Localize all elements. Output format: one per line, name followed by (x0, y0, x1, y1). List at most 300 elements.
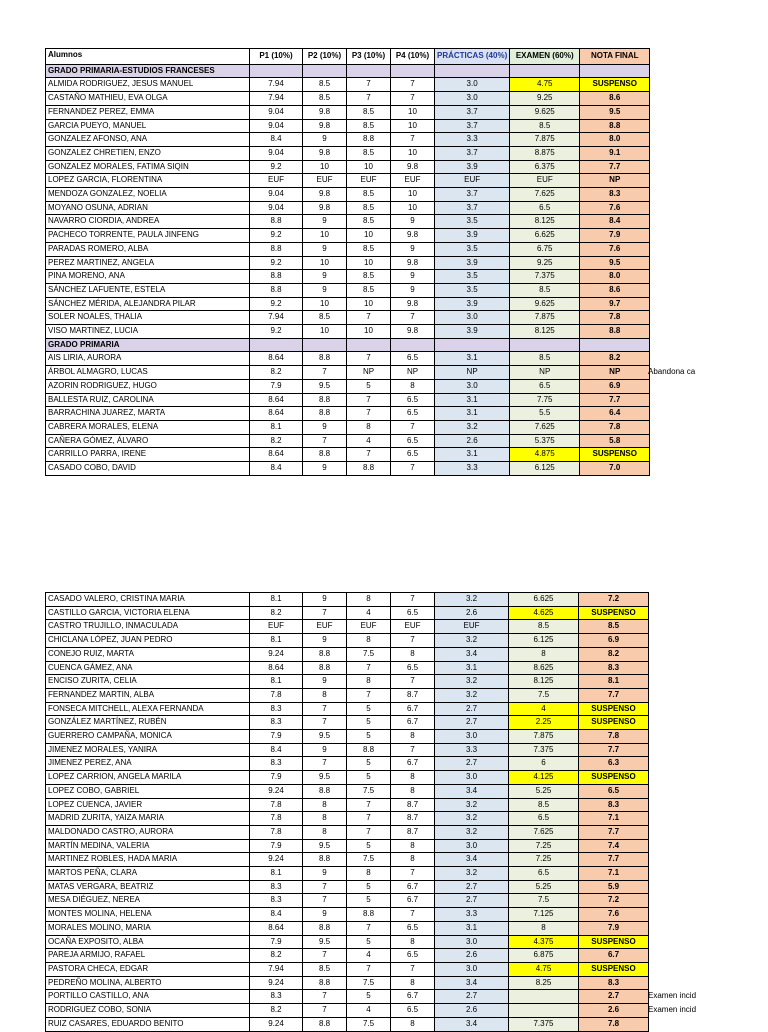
grade-exam: 7.5 (509, 894, 579, 908)
grade-p2: 9 (303, 215, 347, 229)
grade-exam: 6.5 (509, 867, 579, 881)
grade-nota: 8.3 (579, 661, 649, 675)
grade-exam: 9.625 (510, 105, 580, 119)
student-name: MORALES MOLINO, MARIA (46, 921, 250, 935)
grade-exam: 9.25 (510, 256, 580, 270)
grade-prac: 2.7 (435, 894, 509, 908)
grade-prac: 3.4 (435, 1017, 509, 1031)
header-examen: EXAMEN (60%) (510, 49, 580, 65)
grade-p4: 7 (391, 962, 435, 976)
grade-nota: 6.9 (579, 634, 649, 648)
student-row (46, 379, 650, 393)
grade-exam: 7.875 (510, 133, 580, 147)
grade-p4: 10 (391, 105, 435, 119)
grade-exam: 5.25 (509, 784, 579, 798)
student-row (46, 976, 649, 990)
grade-exam: 6.625 (509, 593, 579, 607)
grades-table-1 (45, 48, 650, 476)
grade-p1: 8.4 (250, 908, 303, 922)
grade-p3: 8.5 (347, 270, 391, 284)
student-name: SÁNCHEZ LAFUENTE, ESTELA (46, 283, 250, 297)
student-row (46, 188, 650, 202)
student-name: PARADAS ROMERO, ALBA (46, 242, 250, 256)
grade-p3: NP (347, 366, 391, 380)
header-p3: P3 (10%) (347, 49, 391, 65)
grade-p4: 8 (391, 771, 435, 785)
grade-p4: 8 (391, 839, 435, 853)
student-row (46, 105, 650, 119)
section-row (46, 338, 650, 352)
grade-p3: 5 (347, 702, 391, 716)
grade-p4: 8 (391, 784, 435, 798)
student-row (46, 1017, 649, 1031)
grade-p1: 8.1 (250, 634, 303, 648)
grade-p2: 9 (303, 675, 347, 689)
grade-p2: 7 (303, 716, 347, 730)
grade-prac: 3.5 (435, 215, 510, 229)
section-cell (435, 64, 510, 78)
grade-p3: 5 (347, 757, 391, 771)
student-row (46, 256, 650, 270)
grade-p2: 9.8 (303, 119, 347, 133)
grade-p2: 7 (303, 702, 347, 716)
student-row (46, 407, 650, 421)
grade-p2: 7 (303, 990, 347, 1004)
student-row (46, 420, 650, 434)
grade-nota: 7.7 (579, 825, 649, 839)
grade-p1: 9.24 (250, 853, 303, 867)
grade-p1: 7.9 (250, 730, 303, 744)
grade-prac: 3.0 (435, 311, 510, 325)
student-name: FERNANDEZ PEREZ, EMMA (46, 105, 250, 119)
grade-nota: 7.6 (580, 242, 650, 256)
student-row (46, 647, 649, 661)
grade-p3: 7 (347, 407, 391, 421)
grade-nota: SUSPENSO (579, 702, 649, 716)
grade-p2: 8.8 (303, 921, 347, 935)
grade-exam: 4.875 (510, 448, 580, 462)
grade-p4: 6.5 (391, 407, 435, 421)
section-cell (303, 338, 347, 352)
grade-p4: 7 (391, 420, 435, 434)
section-row (46, 64, 650, 78)
grade-p3: 7.5 (347, 647, 391, 661)
grade-nota: 8.6 (580, 283, 650, 297)
grade-prac: 3.9 (435, 229, 510, 243)
grade-nota: 8.0 (580, 270, 650, 284)
grade-nota: 5.9 (579, 880, 649, 894)
grade-p1: 7.9 (250, 771, 303, 785)
grade-p3: 7 (347, 78, 391, 92)
student-row (46, 812, 649, 826)
student-row (46, 990, 649, 1004)
grade-p2: 8.8 (303, 647, 347, 661)
student-name: MARTÍN MEDINA, VALERIA (46, 839, 250, 853)
grade-p1: 9.24 (250, 976, 303, 990)
grade-p3: 8.5 (347, 105, 391, 119)
grade-nota: 9.7 (580, 297, 650, 311)
grade-exam: 8.125 (509, 675, 579, 689)
grade-exam: 7.875 (509, 730, 579, 744)
grade-p2: 7 (303, 1004, 347, 1018)
grade-p2: 9.5 (303, 379, 347, 393)
grade-exam: 8.5 (509, 620, 579, 634)
grade-p4: 6.7 (391, 880, 435, 894)
grade-p4: 6.5 (391, 949, 435, 963)
grade-p4: 10 (391, 201, 435, 215)
row-note: Examen incid (648, 990, 697, 1000)
student-name: PACHECO TORRENTE, PAULA JINFENG (46, 229, 250, 243)
grade-prac: 3.0 (435, 935, 509, 949)
student-name: MESA DIÉGUEZ, NEREA (46, 894, 250, 908)
grade-prac: 2.6 (435, 434, 510, 448)
grade-nota: 7.1 (579, 812, 649, 826)
grade-exam: 6.5 (510, 379, 580, 393)
grade-nota: 2.6 (579, 1004, 649, 1018)
grade-p2: 10 (303, 256, 347, 270)
grade-prac: 3.0 (435, 839, 509, 853)
grade-nota: 8.2 (579, 647, 649, 661)
grade-p4: 6.7 (391, 716, 435, 730)
grade-prac: 3.5 (435, 283, 510, 297)
grade-p3: 10 (347, 325, 391, 339)
grade-exam: 8.5 (510, 283, 580, 297)
grade-exam: 6.75 (510, 242, 580, 256)
grade-p1: 8.8 (250, 270, 303, 284)
grade-p2: 8.8 (303, 393, 347, 407)
student-name: VISO MARTINEZ, LUCIA (46, 325, 250, 339)
grade-prac: 3.3 (435, 462, 510, 476)
grade-p3: 7 (347, 92, 391, 106)
grade-p3: 5 (347, 379, 391, 393)
grade-p3: 8 (347, 420, 391, 434)
grade-p3: 4 (347, 1004, 391, 1018)
student-name: MATAS VERGARA, BEATRIZ (46, 880, 250, 894)
grade-exam: 8 (509, 921, 579, 935)
grade-p4: 7 (391, 675, 435, 689)
grade-p3: 8 (347, 593, 391, 607)
grade-nota: 7.9 (579, 921, 649, 935)
grade-p2: 9.5 (303, 771, 347, 785)
grade-p3: 7 (347, 962, 391, 976)
grade-p2: 9.8 (303, 105, 347, 119)
student-name: NAVARRO CIORDIA, ANDREA (46, 215, 250, 229)
grade-p1: 8.1 (250, 420, 303, 434)
grade-prac: 3.7 (435, 188, 510, 202)
student-name: PINA MORENO, ANA (46, 270, 250, 284)
grade-p1: 9.2 (250, 256, 303, 270)
grade-exam: 7.375 (509, 1017, 579, 1031)
grade-p2: 9 (303, 283, 347, 297)
student-row (46, 962, 649, 976)
grade-nota: 8.8 (580, 325, 650, 339)
grade-p1: 7.9 (250, 839, 303, 853)
student-row (46, 825, 649, 839)
grade-p1: 8.4 (250, 462, 303, 476)
grade-p1: EUF (250, 620, 303, 634)
student-row (46, 894, 649, 908)
student-name: FONSECA MITCHELL, ALEXA FERNANDA (46, 702, 250, 716)
student-name: MOYANO OSUNA, ADRIAN (46, 201, 250, 215)
header-p1: P1 (10%) (250, 49, 303, 65)
grade-p2: 8 (303, 812, 347, 826)
grade-p4: 9.8 (391, 229, 435, 243)
grade-p4: 7 (391, 867, 435, 881)
grade-p3: EUF (347, 620, 391, 634)
student-row (46, 921, 649, 935)
student-row (46, 688, 649, 702)
grade-p2: 9.8 (303, 188, 347, 202)
student-name: MALDONADO CASTRO, AURORA (46, 825, 250, 839)
grade-p2: 8.5 (303, 78, 347, 92)
grade-exam: 8 (509, 647, 579, 661)
student-name: CASTAÑO MATHIEU, EVA OLGA (46, 92, 250, 106)
grade-p1: 9.04 (250, 201, 303, 215)
grade-p2: 8 (303, 825, 347, 839)
grade-prac: 3.2 (435, 688, 509, 702)
grade-prac: 3.0 (435, 730, 509, 744)
grade-exam: 4.625 (509, 606, 579, 620)
grade-p4: 8.7 (391, 798, 435, 812)
student-name: MADRID ZURITA, YAIZA MARIA (46, 812, 250, 826)
grade-nota: 9.5 (580, 105, 650, 119)
student-name: LOPEZ CARRION, ANGELA MARILA (46, 771, 250, 785)
grade-p2: 9 (303, 462, 347, 476)
grade-p1: 7.8 (250, 798, 303, 812)
student-row (46, 283, 650, 297)
grade-nota: SUSPENSO (580, 448, 650, 462)
grade-prac: 3.0 (435, 962, 509, 976)
grade-prac: 3.3 (435, 908, 509, 922)
grade-p2: 8.8 (303, 976, 347, 990)
student-name: CARRILLO PARRA, IRENE (46, 448, 250, 462)
grade-p4: 7 (391, 133, 435, 147)
grade-p4: 8 (391, 379, 435, 393)
grade-p3: 10 (347, 297, 391, 311)
grade-p1: 9.2 (250, 160, 303, 174)
student-name: CONEJO RUIZ, MARTA (46, 647, 250, 661)
grade-p4: 7 (391, 743, 435, 757)
student-row (46, 771, 649, 785)
grade-exam: 6.5 (509, 812, 579, 826)
grade-nota: 7.8 (579, 730, 649, 744)
grade-p2: 9 (303, 133, 347, 147)
grade-exam: 7.25 (509, 839, 579, 853)
student-name: LOPEZ GARCIA, FLORENTINA (46, 174, 250, 188)
grade-exam: 4.375 (509, 935, 579, 949)
grade-p2: 10 (303, 297, 347, 311)
grade-p1: 8.64 (250, 393, 303, 407)
grade-p1: 8.8 (250, 242, 303, 256)
grade-p4: 6.5 (391, 393, 435, 407)
grade-p4: 8.7 (391, 812, 435, 826)
grade-exam: EUF (510, 174, 580, 188)
grade-p1: 7.9 (250, 379, 303, 393)
header-alumnos: Alumnos (46, 49, 250, 65)
grade-p4: 8.7 (391, 825, 435, 839)
grade-nota: 7.7 (579, 853, 649, 867)
student-name: JIMENEZ MORALES, YANIRA (46, 743, 250, 757)
student-row (46, 661, 649, 675)
grade-p3: 7 (347, 812, 391, 826)
student-row (46, 908, 649, 922)
grade-p4: 10 (391, 146, 435, 160)
grade-p1: 9.04 (250, 188, 303, 202)
grade-prac: 3.7 (435, 201, 510, 215)
grade-p2: EUF (303, 174, 347, 188)
grade-nota: 6.5 (579, 784, 649, 798)
grade-nota: SUSPENSO (579, 716, 649, 730)
student-row (46, 201, 650, 215)
grade-exam: 8.125 (510, 325, 580, 339)
grade-p2: 8.8 (303, 352, 347, 366)
grade-p3: 7 (347, 688, 391, 702)
grade-p2: 8.8 (303, 853, 347, 867)
grade-nota: 7.6 (579, 908, 649, 922)
grade-prac: 3.9 (435, 256, 510, 270)
student-name: CUENCA GÁMEZ, ANA (46, 661, 250, 675)
grade-nota: SUSPENSO (579, 606, 649, 620)
student-row (46, 242, 650, 256)
grade-p2: 9 (303, 270, 347, 284)
grade-p3: 5 (347, 894, 391, 908)
grade-prac: 3.1 (435, 921, 509, 935)
student-row (46, 757, 649, 771)
grade-prac: 2.6 (435, 949, 509, 963)
student-name: CAÑERA GÓMEZ, ÁLVARO (46, 434, 250, 448)
grade-p1: 8.64 (250, 661, 303, 675)
grade-nota: 7.8 (580, 420, 650, 434)
grade-p4: 8.7 (391, 688, 435, 702)
grade-p2: 7 (303, 757, 347, 771)
grade-p1: 7.8 (250, 812, 303, 826)
section-cell (347, 64, 391, 78)
grade-p1: 9.24 (250, 647, 303, 661)
grade-prac: 3.2 (435, 798, 509, 812)
grade-p2: 8.8 (303, 1017, 347, 1031)
grade-p3: 7 (347, 661, 391, 675)
grade-p4: 8 (391, 647, 435, 661)
grade-exam: 7.125 (509, 908, 579, 922)
grade-p1: 7.9 (250, 935, 303, 949)
grade-prac: EUF (435, 620, 509, 634)
grade-p1: 9.24 (250, 1017, 303, 1031)
grade-p3: 7 (347, 798, 391, 812)
student-name: CASADO COBO, DAVID (46, 462, 250, 476)
grade-p4: 8 (391, 730, 435, 744)
grade-p2: 8.8 (303, 407, 347, 421)
student-name: FERNANDEZ MARTIN, ALBA (46, 688, 250, 702)
grade-p4: EUF (391, 620, 435, 634)
grade-prac: 3.3 (435, 133, 510, 147)
grade-prac: 2.6 (435, 606, 509, 620)
row-note: Examen incid (648, 1004, 697, 1014)
student-row (46, 448, 650, 462)
student-row (46, 270, 650, 284)
student-name: MONTES MOLINA, HELENA (46, 908, 250, 922)
grade-p4: 8 (391, 853, 435, 867)
student-row (46, 92, 650, 106)
section-cell (510, 338, 580, 352)
student-row (46, 593, 649, 607)
student-name: AIS LIRIA, AURORA (46, 352, 250, 366)
grade-p3: 8.5 (347, 188, 391, 202)
header-p4: P4 (10%) (391, 49, 435, 65)
section-cell (580, 64, 650, 78)
grade-exam: 6.875 (509, 949, 579, 963)
grade-nota: 7.7 (580, 160, 650, 174)
grade-exam: 5.375 (510, 434, 580, 448)
grade-p1: 8.2 (250, 949, 303, 963)
grade-p1: 7.94 (250, 92, 303, 106)
grade-nota: NP (580, 174, 650, 188)
grade-p4: 6.7 (391, 757, 435, 771)
grade-p2: 9.8 (303, 146, 347, 160)
grade-p3: 8.5 (347, 201, 391, 215)
grade-p4: 6.5 (391, 606, 435, 620)
grade-p1: 8.8 (250, 283, 303, 297)
grade-p2: 8.5 (303, 92, 347, 106)
student-row (46, 730, 649, 744)
grade-nota: 8.2 (580, 352, 650, 366)
grade-prac: EUF (435, 174, 510, 188)
grade-p4: 10 (391, 119, 435, 133)
grade-exam: 7.625 (509, 825, 579, 839)
grade-exam: 8.875 (510, 146, 580, 160)
grade-nota: 6.7 (579, 949, 649, 963)
grade-prac: 3.2 (435, 593, 509, 607)
grade-p1: 9.2 (250, 297, 303, 311)
grade-prac: 3.9 (435, 325, 510, 339)
student-name: CASTILLO GARCIA, VICTORIA ELENA (46, 606, 250, 620)
grade-p3: 7 (347, 393, 391, 407)
student-name: CASADO VALERO, CRISTINA MARIA (46, 593, 250, 607)
grade-exam: 6 (509, 757, 579, 771)
grade-p4: 6.7 (391, 702, 435, 716)
grade-nota: SUSPENSO (579, 935, 649, 949)
grade-p3: 7 (347, 825, 391, 839)
student-row (46, 716, 649, 730)
grade-p1: 9.04 (250, 146, 303, 160)
grade-p1: 7.94 (250, 311, 303, 325)
grade-exam: 8.25 (509, 976, 579, 990)
grade-prac: 3.1 (435, 661, 509, 675)
grade-p4: 7 (391, 92, 435, 106)
grade-p3: 10 (347, 160, 391, 174)
grade-p3: 8.8 (347, 462, 391, 476)
grade-prac: 3.2 (435, 867, 509, 881)
student-name: BARRACHINA JUAREZ, MARTA (46, 407, 250, 421)
student-name: RODRIGUEZ COBO, SONIA (46, 1004, 250, 1018)
grade-p1: 8.2 (250, 606, 303, 620)
grade-p1: 8.2 (250, 1004, 303, 1018)
grade-p1: 7.8 (250, 688, 303, 702)
grade-p4: 9 (391, 215, 435, 229)
student-row (46, 133, 650, 147)
grade-p4: 6.5 (391, 921, 435, 935)
grade-p3: 5 (347, 839, 391, 853)
student-row (46, 798, 649, 812)
grade-p4: 6.7 (391, 894, 435, 908)
student-name: LOPEZ COBO, GABRIEL (46, 784, 250, 798)
grade-p2: 9.5 (303, 935, 347, 949)
grade-nota: 7.0 (580, 462, 650, 476)
student-name: GONZALEZ MORALES, FATIMA SIQIN (46, 160, 250, 174)
grade-nota: 8.8 (580, 119, 650, 133)
student-row (46, 949, 649, 963)
grade-p1: 8.1 (250, 593, 303, 607)
section-cell (391, 64, 435, 78)
